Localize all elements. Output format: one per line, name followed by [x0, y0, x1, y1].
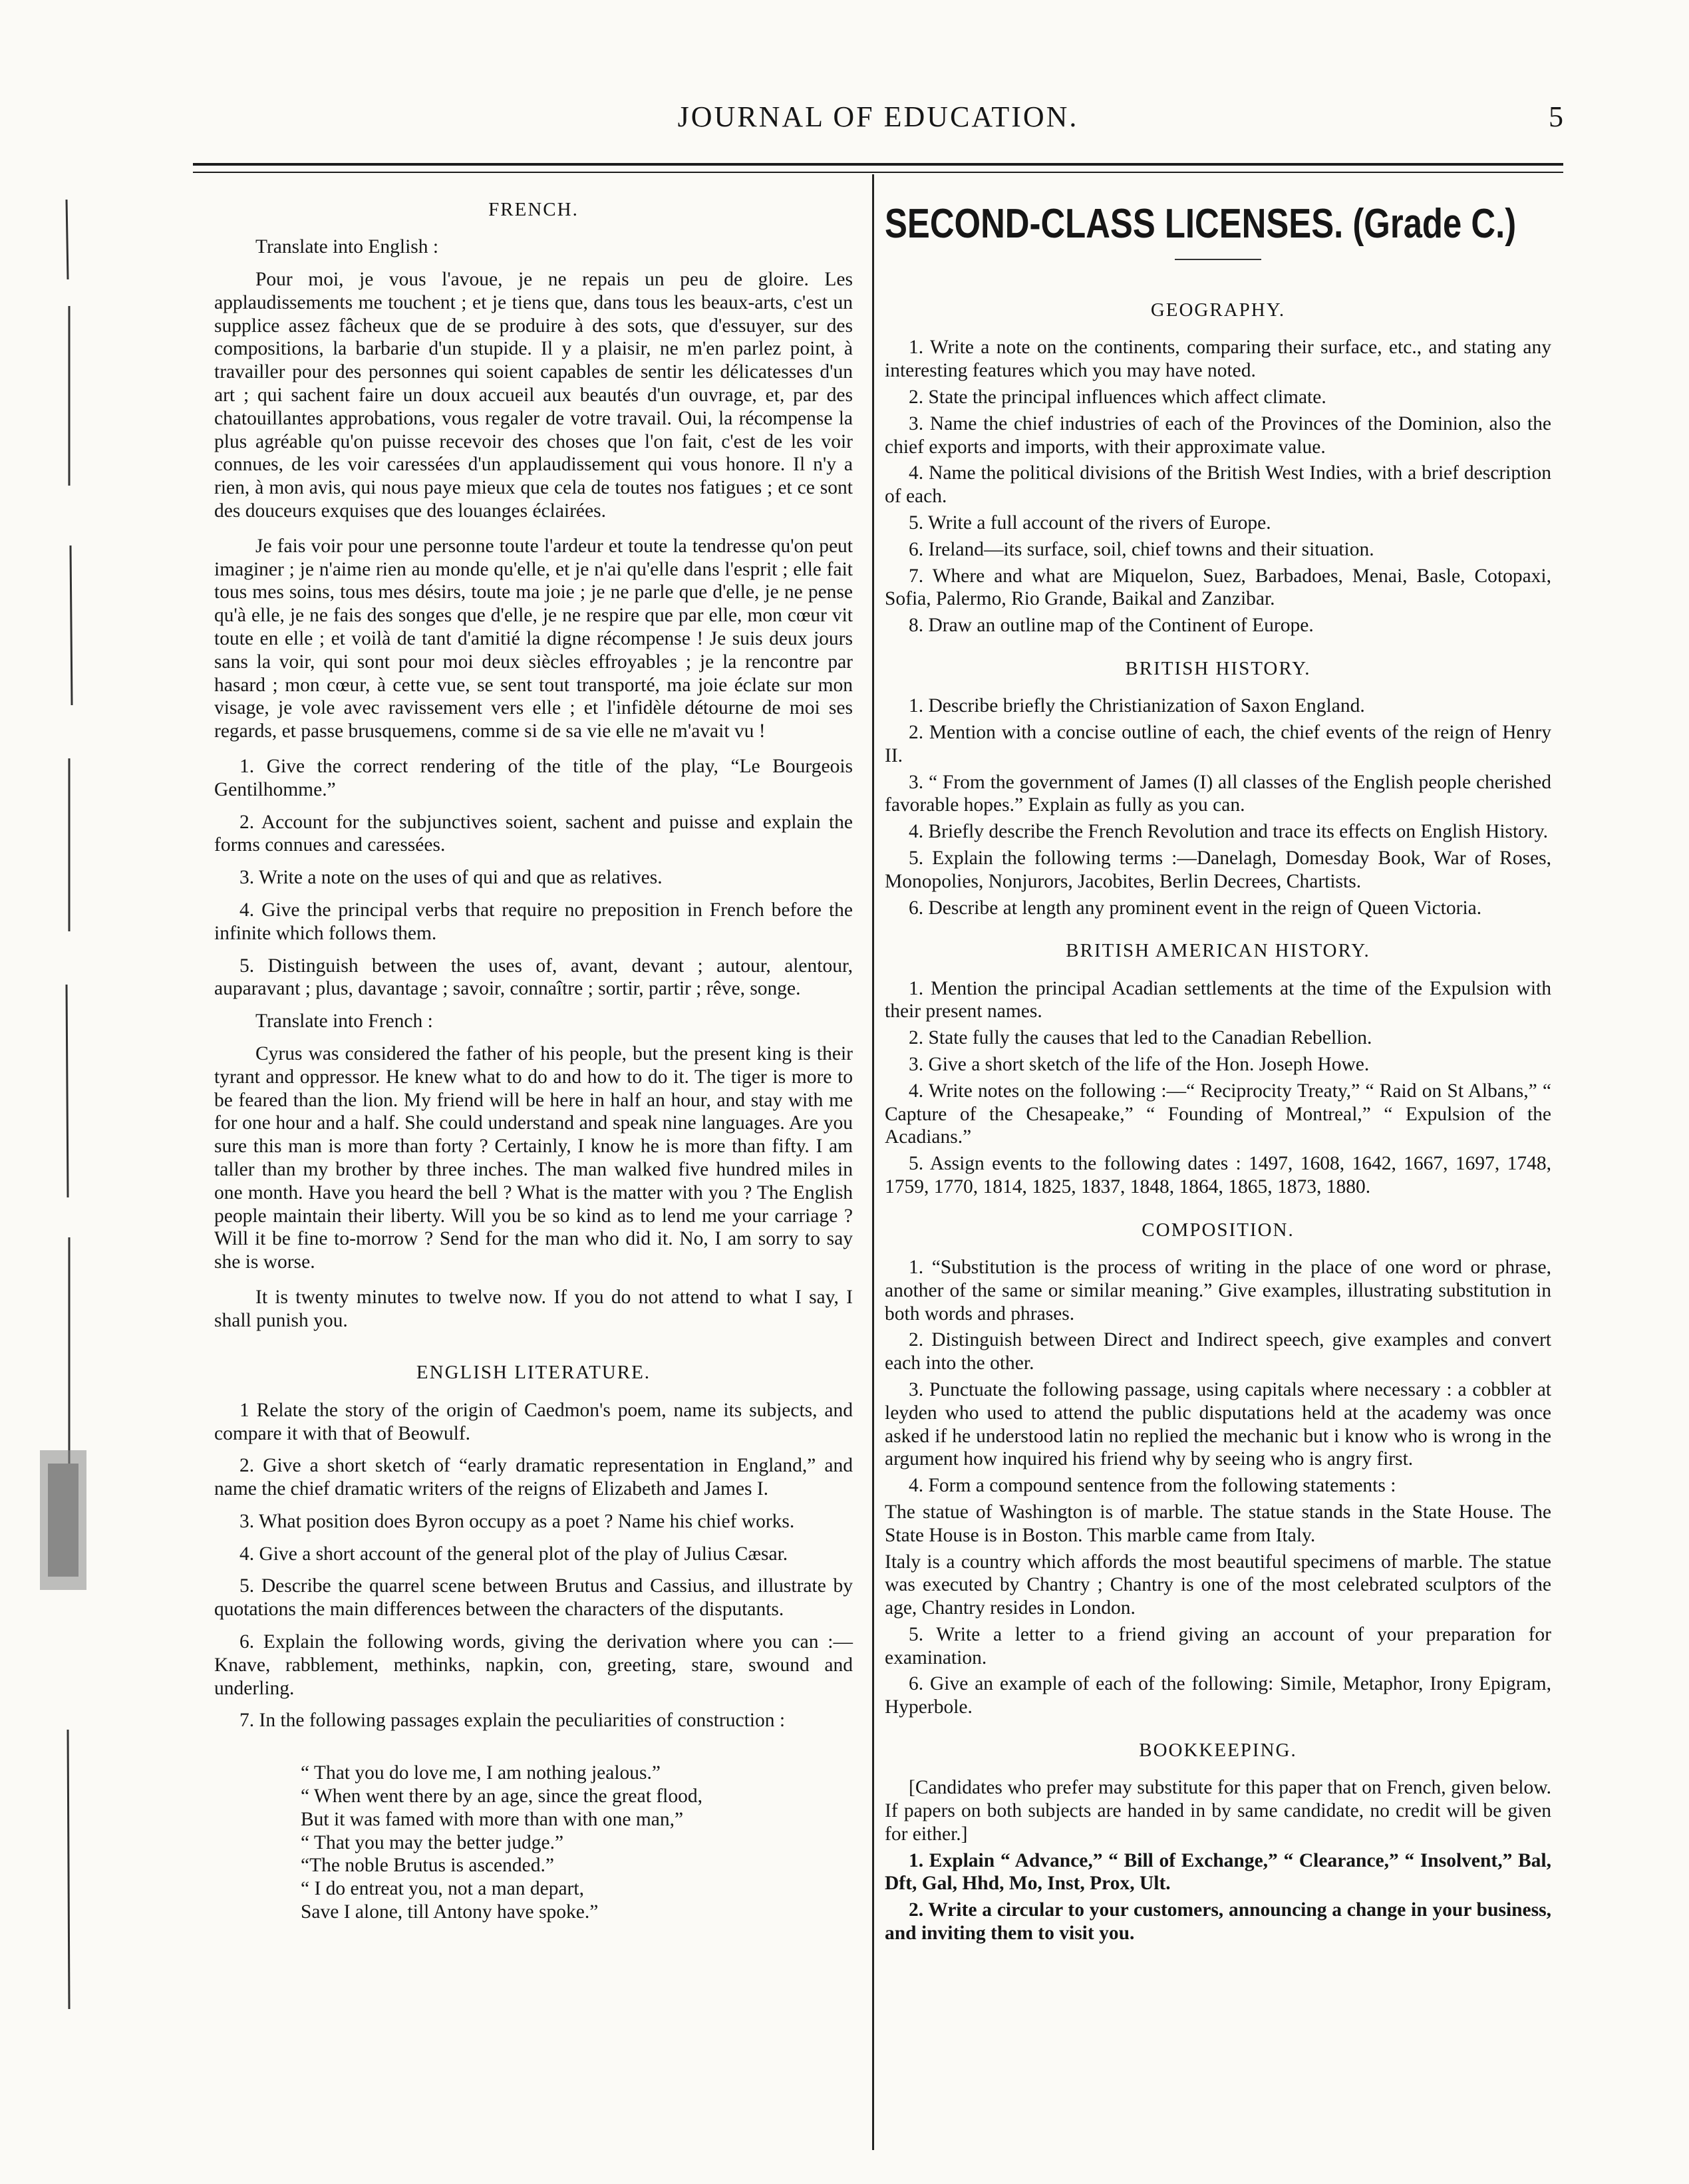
- literature-question-4: 4. Give a short account of the general plot of the play of Julius Cæsar.: [239, 1543, 788, 1565]
- verse-line: “ I do entreat you, not a man depart,: [301, 1878, 584, 1900]
- french-question-2: 2. Account for the subjunctives soient, sachent and puisse and explain the forms connues and caressées.: [214, 811, 853, 856]
- literature-question-7: 7. In the following passages explain the peculiarities of construction :: [239, 1710, 786, 1732]
- composition-heading: COMPOSITION.: [1142, 1219, 1295, 1241]
- british-american-history-section: [885, 939, 1551, 1198]
- french-heading: FRENCH.: [488, 199, 579, 220]
- ba-history-question-5: 5. Assign events to the following dates : 1497, 1608, 1642, 1667, 1697, 1748, 1759, 1770, 1814, 1825, 1837, 1848, 1864, 1865, 1873, 1880.: [885, 1153, 1551, 1197]
- ba-history-question-1: 1. Mention the principal Acadian settlements at the time of the Expulsion with their present names.: [885, 977, 1551, 1022]
- geography-question-5: 5. Write a full account of the rivers of Europe.: [909, 512, 1271, 534]
- header-rule-thick: [193, 163, 1563, 166]
- verse-line: But it was famed with more than with one man,”: [301, 1808, 684, 1830]
- french-passage-2: Je fais voir pour une personne toute l'ardeur et toute la tendresse qu'on peut imaginer ; je n'aime rien au monde qu'elle, et je n'ai qu'elle dans l'esprit ; elle fait tous mes soins, tous mes désirs, toute ma joie ; je ne parle que d'elle, je ne pense qu'à elle, je ne fais des songes que d'elle, je ne respire que par elle, mon cœur vit toute en elle ; et voilà de tant d'amitié la digne récompense ! Je suis deux jours sans la voir, qui sont pour moi deux siècles effroyables ; je la rencontre par hasard ; mon cœur, à cette vue, se sent tout transporté, ma joie éclate sur mon visage, je vole avec ravissement vers elle ; et l'infidèle détourne de moi ses regards, et passe brusquemens, comme si de sa vie elle ne m'avait vu !: [214, 535, 853, 742]
- running-title: JOURNAL OF EDUCATION.: [677, 100, 1079, 133]
- english-literature-section: [214, 1361, 853, 1923]
- literature-question-6: 6. Explain the following words, giving the derivation where you can :— Knave, rabblement, methinks, napkin, con, greeting, stare, swound and underling.: [214, 1631, 853, 1699]
- geography-question-6: 6. Ireland—its surface, soil, chief towns and their situation.: [909, 538, 1374, 560]
- english-passage-3: Cyrus was considered the father of his people, but the present king is their tyrant and oppressor. He knew what to do and how to do it. The tiger is more to be feared than the lion. My friend will be here in half an hour, and stay with me for one hour and a half. She could understand and speak nine languages. Are you sure this man is more than forty ? Certainly, I know he is more than fifty. I am taller than my brother by three inches. The man walked five hundred miles in one month. Have you heard the bell ? What is the matter with you ? The English people maintain their liberty. Will you be so kind as to lend me your carriage ? Will it be fine to-morrow ? Send for the man who did it. No, I am sorry to say she is worse.: [214, 1042, 853, 1273]
- composition-question-3: 3. Punctuate the following passage, using capitals where necessary : a cobbler at leyden who used to attend the public disputations held at the academy was once asked if he understood latin no replied the mechanic but i know who is wrong in the argument how inquired his friend why by seeing who is angry first.: [885, 1378, 1551, 1470]
- british-history-question-4: 4. Briefly describe the French Revolution and trace its effects on English History.: [909, 821, 1548, 843]
- english-literature-heading: ENGLISH LITERATURE.: [416, 1362, 651, 1384]
- geography-question-3: 3. Name the chief industries of each of the Provinces of the Dominion, also the chief exports and imports, with their approximate value.: [885, 412, 1551, 458]
- french-question-1: 1. Give the correct rendering of the title of the play, “Le Bourgeois Gentilhomme.”: [214, 755, 853, 800]
- british-history-section: [885, 657, 1551, 919]
- english-passage-4: It is twenty minutes to twelve now. If you do not attend to what I say, I shall punish you.: [214, 1286, 853, 1331]
- ba-history-question-3: 3. Give a short sketch of the life of the Hon. Joseph Howe.: [909, 1053, 1370, 1075]
- british-american-history-heading: BRITISH AMERICAN HISTORY.: [1066, 940, 1370, 962]
- verse-line: “ That you may the better judge.”: [301, 1831, 564, 1853]
- bookkeeping-note: [Candidates who prefer may substitute for this paper that on French, given below. If papers on both subjects are handed in by same candidate, no credit will be given for either.]: [885, 1777, 1551, 1845]
- header-rule-thin: [193, 172, 1563, 173]
- ba-history-question-2: 2. State fully the causes that led to the Canadian Rebellion.: [909, 1027, 1372, 1049]
- geography-question-7: 7. Where and what are Miquelon, Suez, Barbadoes, Menai, Basle, Cotopaxi, Sofia, Palermo, Rio Grande, Baikal and Zanzibar.: [885, 565, 1551, 610]
- left-column: [214, 186, 853, 1924]
- french-question-5: 5. Distinguish between the uses of, avant, devant ; autour, alentour, auparavant ; plus, davantage ; savoir, connaître ; sortir, partir ; rêve, songe.: [214, 955, 853, 1000]
- french-question-4: 4. Give the principal verbs that require no preposition in French before the infinite which follows them.: [214, 899, 853, 944]
- geography-question-8: 8. Draw an outline map of the Continent of Europe.: [909, 615, 1314, 637]
- french-passage-1: Pour moi, je vous l'avoue, je ne repais un peu de gloire. Les applaudissements me touchent ; et je tiens que, dans tous les beaux-arts, c'est un supplice assez fâcheux que de se produire à des sots, que d'essuyer, sur des compositions, la barbarie d'un stupide. Il y a plaisir, ne m'en parlez point, à travailler pour des personnes qui soient capables de sentir les délicatesses d'un art ; qui sachent faire un doux accueil aux beautés d'un ouvrage, et, par des chatouillantes approbations, vous regaler de votre travail. Oui, la récompense la plus agréable qu'on puisse recevoir des choses que l'on fait, c'est de les voir connues, de les voir caressées d'un applaudissement qui vous honore. Il n'y a rien, à mon avis, qui nous paye mieux que cela de toutes nos fatigues ; et ce sont des douceurs exquises que des louanges éclairées.: [214, 269, 853, 522]
- translate-to-english-instruction: Translate into English :: [255, 236, 439, 258]
- bookkeeping-heading: BOOKKEEPING.: [1139, 1740, 1297, 1762]
- verse-line: “ That you do love me, I am nothing jealous.”: [301, 1762, 661, 1784]
- british-history-heading: BRITISH HISTORY.: [1125, 657, 1311, 679]
- right-column: [885, 186, 1551, 1949]
- title-rule: [1175, 259, 1261, 260]
- british-history-question-1: 1. Describe briefly the Christianization of Saxon England.: [909, 695, 1365, 717]
- composition-question-5: 5. Write a letter to a friend giving an account of your preparation for examination.: [885, 1623, 1551, 1668]
- composition-question-6: 6. Give an example of each of the following: Simile, Metaphor, Irony Epigram, Hyperbole.: [885, 1673, 1551, 1718]
- geography-question-2: 2. State the principal influences which affect climate.: [909, 386, 1326, 408]
- geography-section: [885, 299, 1551, 637]
- licenses-title: SECOND-CLASS LICENSES. (Grade C.): [885, 201, 1517, 247]
- verse-line: “ When went there by an age, since the great flood,: [301, 1786, 702, 1807]
- page-header: [193, 100, 1563, 140]
- geography-question-1: 1. Write a note on the continents, comparing their surface, etc., and stating any interesting features which you may have noted.: [885, 337, 1551, 382]
- bookkeeping-question-1: 1. Explain “ Advance,” “ Bill of Exchange,” “ Clearance,” “ Insolvent,” Bal, Dft, Gal, Hhd, Mo, Inst, Prox, Ult.: [885, 1849, 1551, 1895]
- geography-heading: GEOGRAPHY.: [1150, 299, 1286, 321]
- verse-line: Save I alone, till Antony have spoke.”: [301, 1901, 599, 1923]
- british-history-question-6: 6. Describe at length any prominent event in the reign of Queen Victoria.: [909, 897, 1482, 919]
- geography-question-4: 4. Name the political divisions of the British West Indies, with a brief description of each.: [885, 462, 1551, 508]
- literature-question-2: 2. Give a short sketch of “early dramatic representation in England,” and name the chief dramatic writers of the reigns of Elizabeth and James I.: [214, 1455, 853, 1500]
- french-question-3: 3. Write a note on the uses of qui and que as relatives.: [239, 867, 663, 889]
- composition-statement-1: The statue of Washington is of marble. The statue stands in the State House. The State House is in Boston. This marble came from Italy.: [885, 1501, 1551, 1546]
- ba-history-question-4: 4. Write notes on the following :—“ Reciprocity Treaty,” “ Raid on St Albans,” “ Capture of the Chesapeake,” “ Founding of Montreal,” “ Expulsion of the Acadians.”: [885, 1080, 1551, 1148]
- quoted-verse: [301, 1762, 853, 1924]
- composition-section: [885, 1219, 1551, 1719]
- literature-question-5: 5. Describe the quarrel scene between Brutus and Cassius, and illustrate by quotations the main differences between the characters of the disputants.: [214, 1575, 853, 1621]
- british-history-question-5: 5. Explain the following terms :—Danelagh, Domesday Book, War of Roses, Monopolies, Nonjurors, Jacobites, Berlin Decrees, Chartists.: [885, 847, 1551, 892]
- bookkeeping-question-2: 2. Write a circular to your customers, announcing a change in your business, and inviting them to visit you.: [885, 1899, 1551, 1945]
- verse-line: “The noble Brutus is ascended.”: [301, 1855, 554, 1877]
- literature-question-3: 3. What position does Byron occupy as a poet ? Name his chief works.: [239, 1510, 795, 1532]
- page-number: 5: [1549, 100, 1563, 133]
- british-history-question-3: 3. “ From the government of James (I) all classes of the English people cherished favorable hopes.” Explain as fully as you can.: [885, 771, 1551, 816]
- composition-statement-2: Italy is a country which affords the most beautiful specimens of marble. The statue was executed by Chantry ; Chantry is one of the most celebrated sculptors of the age, Chantry resides in London.: [885, 1551, 1551, 1619]
- literature-question-1: 1 Relate the story of the origin of Caedmon's poem, name its subjects, and compare it with that of Beowulf.: [214, 1399, 853, 1444]
- bookkeeping-section: [885, 1739, 1551, 1945]
- composition-question-4: 4. Form a compound sentence from the following statements :: [909, 1475, 1396, 1497]
- composition-question-1: 1. “Substitution is the process of writing in the place of one word or phrase, another of the same or similar meaning.” Give examples, illustrating substitution in both words and phrases.: [885, 1256, 1551, 1325]
- column-divider: [872, 174, 874, 2150]
- french-section: [214, 198, 853, 1332]
- translate-to-french-instruction: Translate into French :: [255, 1011, 433, 1032]
- british-history-question-2: 2. Mention with a concise outline of each, the chief events of the reign of Henry II.: [885, 721, 1551, 766]
- composition-question-2: 2. Distinguish between Direct and Indirect speech, give examples and convert each into the other.: [885, 1329, 1551, 1374]
- scan-margin-artifacts: [0, 200, 93, 2182]
